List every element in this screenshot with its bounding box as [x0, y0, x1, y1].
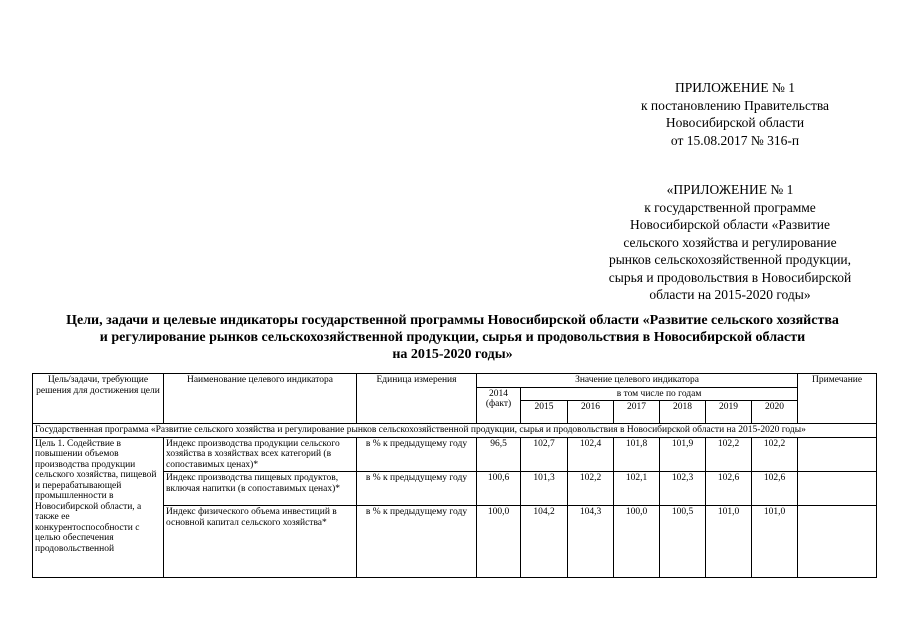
header-year-2018: 2018 [660, 401, 706, 424]
appendix-region: Новосибирской области [665, 115, 805, 130]
value-2019: 102,2 [706, 437, 752, 472]
value-2016: 102,4 [568, 437, 614, 472]
program-appendix-line: рынков сельскохозяйственной продукции, [608, 252, 852, 267]
header-row [33, 374, 877, 388]
header-year-2015: 2015 [521, 401, 568, 424]
value-2014: 100,0 [477, 506, 521, 578]
value-2018: 101,9 [660, 437, 706, 472]
appendix-reference: к постановлению Правительства [640, 97, 830, 113]
header-year-2020: 2020 [752, 401, 798, 424]
header-year-2016: 2016 [568, 401, 614, 424]
value-2014: 96,5 [477, 437, 521, 472]
program-appendix-header [580, 181, 880, 304]
value-2016: 104,3 [568, 506, 614, 578]
program-appendix-line: области на 2015-2020 годы» [649, 287, 811, 302]
indicator-name: Индекс производства пищевых продуктов, включая напитки (в сопоставимых ценах)* [164, 472, 357, 506]
table-row [33, 437, 877, 472]
title-line: Цели, задачи и целевые индикаторы государственной программы Новосибирской области «Развитие сельского хозяйства [66, 313, 839, 328]
value-2015: 102,7 [521, 437, 568, 472]
indicator-name: Индекс физического объема инвестиций в основной капитал сельского хозяйства* [164, 506, 357, 578]
value-2015: 101,3 [521, 472, 568, 506]
indicators-table [32, 373, 877, 578]
goal-cell: Цель 1. Содействие в повышении объемов производства продукции сельского хозяйства, пищевой и перерабатывающей промышленности в Новосибирской области, а также ее конкурентоспособности с целью обеспечения продовольственной [33, 437, 164, 578]
program-appendix-line: «ПРИЛОЖЕНИЕ № 1 [666, 182, 794, 197]
header-unit: Единица измерения [357, 374, 477, 424]
value-2014: 100,6 [477, 472, 521, 506]
note-cell [798, 472, 877, 506]
program-row [33, 424, 877, 438]
program-appendix-line: Новосибирской области «Развитие [630, 217, 830, 232]
header-value: Значение целевого индикатора [477, 374, 798, 388]
value-2018: 102,3 [660, 472, 706, 506]
indicator-unit: в % к предыдущему году [357, 437, 477, 472]
value-2020: 102,2 [752, 437, 798, 472]
header-including: в том числе по годам [521, 387, 798, 401]
value-2019: 101,0 [706, 506, 752, 578]
note-cell [798, 437, 877, 472]
value-2020: 101,0 [752, 506, 798, 578]
value-2018: 100,5 [660, 506, 706, 578]
header-year-2014: 2014 (факт) [477, 387, 521, 424]
document-title [20, 312, 885, 363]
value-2019: 102,6 [706, 472, 752, 506]
program-appendix-line: к государственной программе [644, 199, 816, 215]
header-year-2017: 2017 [614, 401, 660, 424]
program-name: Государственная программа «Развитие сельского хозяйства и регулирование рынков сельскохозяйственной продукции, сырья и продовольствия в Новосибирской области на 2015-2020 годы» [33, 424, 877, 438]
header-indicator: Наименование целевого индикатора [164, 374, 357, 424]
title-line: на 2015-2020 годы» [392, 347, 513, 362]
indicator-name: Индекс производства продукции сельского хозяйства в хозяйствах всех категорий (в сопоставимых ценах)* [164, 437, 357, 472]
program-appendix-line: сырья и продовольствия в Новосибирской [608, 269, 852, 285]
value-2017: 102,1 [614, 472, 660, 506]
value-2020: 102,6 [752, 472, 798, 506]
indicator-unit: в % к предыдущему году [357, 506, 477, 578]
title-line: и регулирование рынков сельскохозяйственной продукции, сырья и продовольствия в Новосибирской области [99, 330, 806, 345]
value-2017: 100,0 [614, 506, 660, 578]
note-cell [798, 506, 877, 578]
appendix-number: ПРИЛОЖЕНИЕ № 1 [674, 80, 796, 95]
value-2017: 101,8 [614, 437, 660, 472]
indicator-unit: в % к предыдущему году [357, 472, 477, 506]
header-note: Примечание [798, 374, 877, 424]
program-appendix-line: сельского хозяйства и регулирование [623, 234, 837, 250]
header-year-2019: 2019 [706, 401, 752, 424]
appendix-date: от 15.08.2017 № 316-п [670, 132, 800, 148]
appendix-header [600, 79, 870, 149]
value-2015: 104,2 [521, 506, 568, 578]
header-goals: Цель/задачи, требующие решения для достижения цели [33, 374, 164, 424]
value-2016: 102,2 [568, 472, 614, 506]
